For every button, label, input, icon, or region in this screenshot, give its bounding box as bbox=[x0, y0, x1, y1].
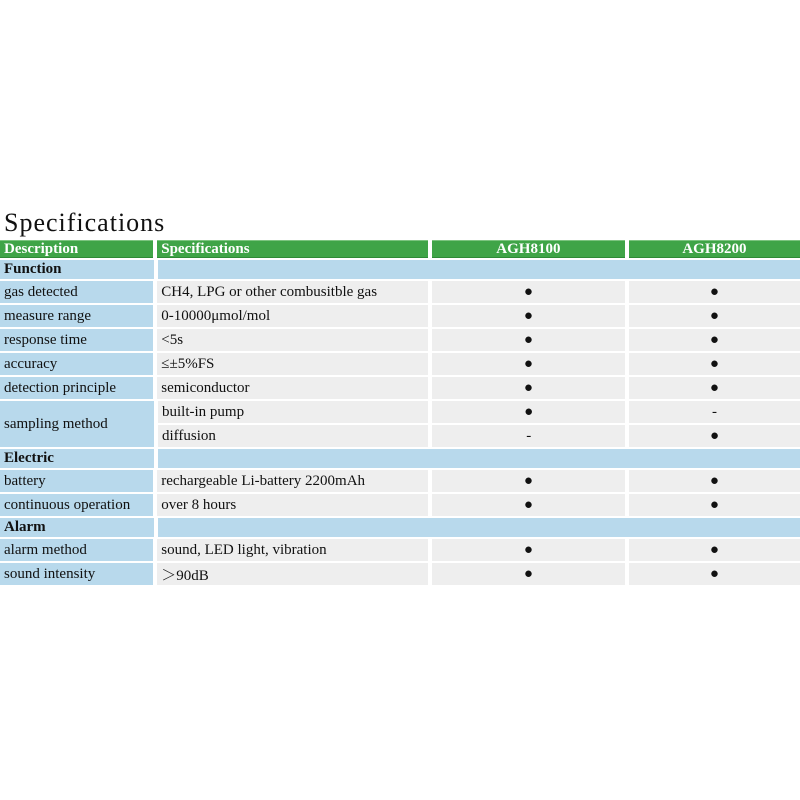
section-row-electric bbox=[0, 449, 800, 468]
section-label: Alarm bbox=[0, 518, 154, 537]
row-label: continuous operation bbox=[0, 494, 153, 516]
row-label: response time bbox=[0, 329, 153, 351]
row-label: alarm method bbox=[0, 539, 153, 561]
agh8100-mark: - bbox=[432, 425, 625, 447]
agh8200-mark: ● bbox=[629, 563, 800, 585]
page-title: Specifications bbox=[4, 208, 166, 237]
row-spec: sound, LED light, vibration bbox=[157, 539, 428, 561]
row-label: battery bbox=[0, 470, 153, 492]
row-label: detection principle bbox=[0, 377, 153, 399]
section-row-alarm bbox=[0, 518, 800, 537]
agh8100-mark: ● bbox=[432, 539, 625, 561]
row-label: sampling method bbox=[0, 401, 154, 447]
table-header-row bbox=[0, 240, 800, 258]
agh8200-mark: ● bbox=[629, 494, 800, 516]
agh8100-mark: ● bbox=[432, 329, 625, 351]
header-agh8100: AGH8100 bbox=[432, 240, 625, 258]
table-row bbox=[0, 329, 800, 351]
sampling-method-subrows bbox=[158, 401, 800, 447]
header-agh8200: AGH8200 bbox=[629, 240, 800, 258]
agh8100-mark: ● bbox=[432, 563, 625, 585]
section-label: Electric bbox=[0, 449, 154, 468]
row-spec: over 8 hours bbox=[157, 494, 428, 516]
row-spec: ＞90dB bbox=[157, 563, 428, 585]
table-row bbox=[0, 305, 800, 327]
agh8100-mark: ● bbox=[432, 377, 625, 399]
agh8200-mark: ● bbox=[629, 329, 800, 351]
agh8200-mark: ● bbox=[629, 425, 800, 447]
row-spec: rechargeable Li-battery 2200mAh bbox=[157, 470, 428, 492]
agh8200-mark: - bbox=[629, 401, 800, 423]
agh8200-mark: ● bbox=[629, 281, 800, 303]
table-row bbox=[0, 494, 800, 516]
row-label: accuracy bbox=[0, 353, 153, 375]
header-specifications: Specifications bbox=[157, 240, 428, 258]
table-row bbox=[0, 353, 800, 375]
header-description: Description bbox=[0, 240, 153, 258]
row-label: gas detected bbox=[0, 281, 153, 303]
row-spec: CH4, LPG or other combusitble gas bbox=[157, 281, 428, 303]
table-row bbox=[0, 470, 800, 492]
row-spec: 0-10000μmol/mol bbox=[157, 305, 428, 327]
row-spec: semiconductor bbox=[157, 377, 428, 399]
table-row bbox=[0, 281, 800, 303]
section-row-function bbox=[0, 260, 800, 279]
agh8100-mark: ● bbox=[432, 494, 625, 516]
row-spec: built-in pump bbox=[158, 401, 428, 423]
spec-table bbox=[0, 240, 800, 587]
table-row bbox=[0, 377, 800, 399]
section-spacer bbox=[158, 449, 800, 468]
table-row bbox=[0, 539, 800, 561]
agh8100-mark: ● bbox=[432, 401, 625, 423]
table-row bbox=[158, 425, 800, 447]
table-row bbox=[0, 563, 800, 585]
agh8200-mark: ● bbox=[629, 470, 800, 492]
table-row bbox=[158, 401, 800, 423]
section-label: Function bbox=[0, 260, 154, 279]
agh8200-mark: ● bbox=[629, 353, 800, 375]
agh8100-mark: ● bbox=[432, 281, 625, 303]
agh8200-mark: ● bbox=[629, 305, 800, 327]
row-spec: diffusion bbox=[158, 425, 428, 447]
agh8100-mark: ● bbox=[432, 470, 625, 492]
row-label: measure range bbox=[0, 305, 153, 327]
row-spec: <5s bbox=[157, 329, 428, 351]
section-spacer bbox=[158, 518, 800, 537]
agh8100-mark: ● bbox=[432, 353, 625, 375]
sampling-method-group bbox=[0, 401, 800, 447]
section-spacer bbox=[158, 260, 800, 279]
agh8200-mark: ● bbox=[629, 377, 800, 399]
row-spec: ≤±5%FS bbox=[157, 353, 428, 375]
agh8100-mark: ● bbox=[432, 305, 625, 327]
row-label: sound intensity bbox=[0, 563, 153, 585]
agh8200-mark: ● bbox=[629, 539, 800, 561]
